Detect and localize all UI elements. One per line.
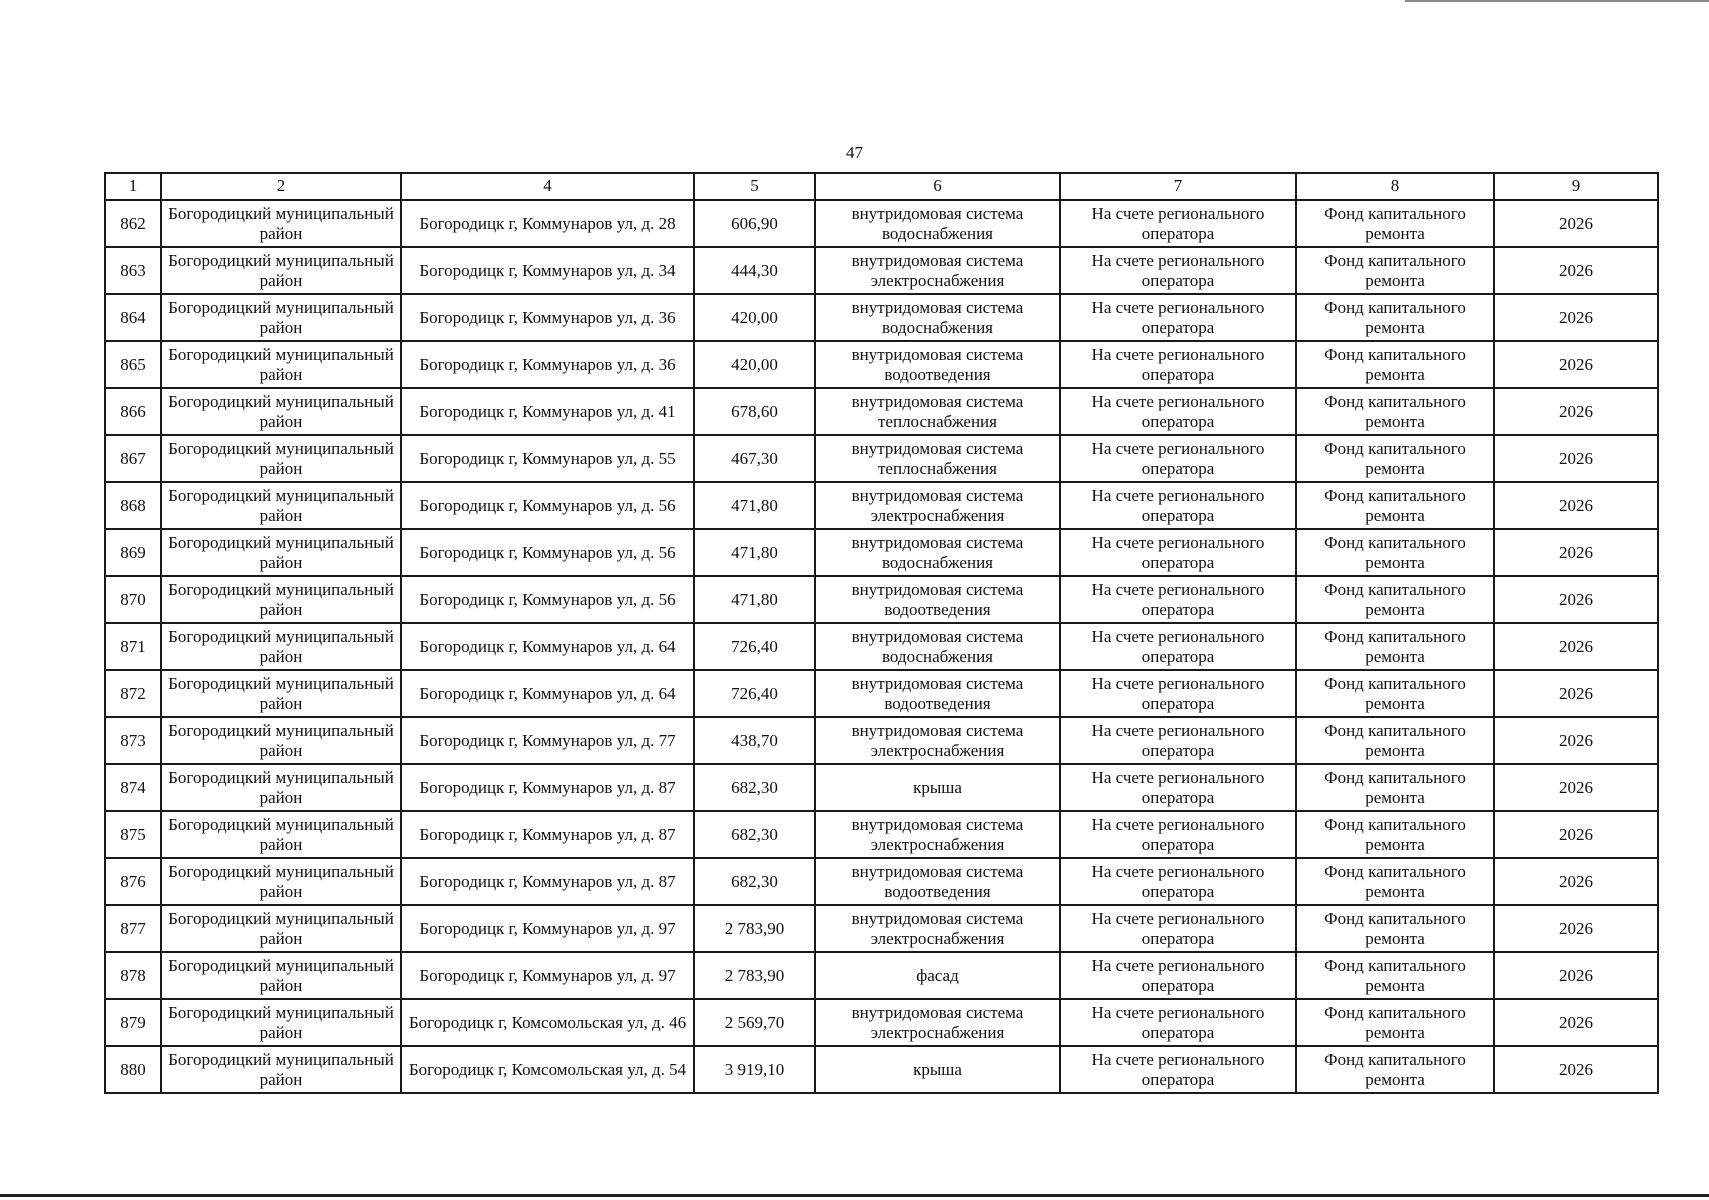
table-row xyxy=(105,905,1658,952)
area-cell: 726,40 xyxy=(694,670,815,717)
year-cell: 2026 xyxy=(1494,247,1658,294)
row-number-cell: 875 xyxy=(105,811,161,858)
funding-source-cell: Фонд капитального ремонта xyxy=(1296,435,1494,482)
year-cell: 2026 xyxy=(1494,858,1658,905)
work-type-cell: внутридомовая система водоснабжения xyxy=(815,294,1060,341)
district-cell: Богородицкий муниципальный район xyxy=(161,529,401,576)
address-cell: Богородицк г, Коммунаров ул, д. 56 xyxy=(401,529,694,576)
funding-source-cell: Фонд капитального ремонта xyxy=(1296,576,1494,623)
funding-source-cell: Фонд капитального ремонта xyxy=(1296,482,1494,529)
funding-source-cell: Фонд капитального ремонта xyxy=(1296,952,1494,999)
year-cell: 2026 xyxy=(1494,576,1658,623)
row-number-cell: 867 xyxy=(105,435,161,482)
funding-source-cell: Фонд капитального ремонта xyxy=(1296,247,1494,294)
district-cell: Богородицкий муниципальный район xyxy=(161,811,401,858)
row-number-cell: 873 xyxy=(105,717,161,764)
row-number-cell: 874 xyxy=(105,764,161,811)
work-type-cell: внутридомовая система электроснабжения xyxy=(815,482,1060,529)
fund-account-cell: На счете регионального оператора xyxy=(1060,482,1296,529)
area-cell: 3 919,10 xyxy=(694,1046,815,1093)
column-number-header: 4 xyxy=(401,173,694,200)
area-cell: 2 783,90 xyxy=(694,952,815,999)
work-type-cell: внутридомовая система водоснабжения xyxy=(815,623,1060,670)
table-row xyxy=(105,576,1658,623)
fund-account-cell: На счете регионального оператора xyxy=(1060,999,1296,1046)
fund-account-cell: На счете регионального оператора xyxy=(1060,670,1296,717)
table-row xyxy=(105,200,1658,247)
address-cell: Богородицк г, Коммунаров ул, д. 34 xyxy=(401,247,694,294)
year-cell: 2026 xyxy=(1494,529,1658,576)
address-cell: Богородицк г, Коммунаров ул, д. 41 xyxy=(401,388,694,435)
work-type-cell: внутридомовая система электроснабжения xyxy=(815,999,1060,1046)
district-cell: Богородицкий муниципальный район xyxy=(161,341,401,388)
fund-account-cell: На счете регионального оператора xyxy=(1060,341,1296,388)
work-type-cell: внутридомовая система водоснабжения xyxy=(815,200,1060,247)
area-cell: 471,80 xyxy=(694,576,815,623)
column-number-header: 5 xyxy=(694,173,815,200)
fund-account-cell: На счете регионального оператора xyxy=(1060,623,1296,670)
fund-account-cell: На счете регионального оператора xyxy=(1060,811,1296,858)
area-cell: 682,30 xyxy=(694,858,815,905)
fund-account-cell: На счете регионального оператора xyxy=(1060,905,1296,952)
district-cell: Богородицкий муниципальный район xyxy=(161,623,401,670)
year-cell: 2026 xyxy=(1494,623,1658,670)
district-cell: Богородицкий муниципальный район xyxy=(161,200,401,247)
district-cell: Богородицкий муниципальный район xyxy=(161,999,401,1046)
fund-account-cell: На счете регионального оператора xyxy=(1060,294,1296,341)
row-number-cell: 880 xyxy=(105,1046,161,1093)
table-row xyxy=(105,388,1658,435)
address-cell: Богородицк г, Коммунаров ул, д. 36 xyxy=(401,341,694,388)
scan-edge-line-top xyxy=(1405,0,1709,2)
address-cell: Богородицк г, Коммунаров ул, д. 87 xyxy=(401,811,694,858)
table-row xyxy=(105,529,1658,576)
year-cell: 2026 xyxy=(1494,200,1658,247)
row-number-cell: 877 xyxy=(105,905,161,952)
funding-source-cell: Фонд капитального ремонта xyxy=(1296,200,1494,247)
row-number-cell: 864 xyxy=(105,294,161,341)
work-type-cell: внутридомовая система водоотведения xyxy=(815,858,1060,905)
funding-source-cell: Фонд капитального ремонта xyxy=(1296,811,1494,858)
district-cell: Богородицкий муниципальный район xyxy=(161,576,401,623)
fund-account-cell: На счете регионального оператора xyxy=(1060,717,1296,764)
table-row xyxy=(105,341,1658,388)
funding-source-cell: Фонд капитального ремонта xyxy=(1296,1046,1494,1093)
page-number: 47 xyxy=(846,143,863,162)
address-cell: Богородицк г, Коммунаров ул, д. 28 xyxy=(401,200,694,247)
funding-source-cell: Фонд капитального ремонта xyxy=(1296,294,1494,341)
district-cell: Богородицкий муниципальный район xyxy=(161,858,401,905)
year-cell: 2026 xyxy=(1494,294,1658,341)
year-cell: 2026 xyxy=(1494,764,1658,811)
funding-source-cell: Фонд капитального ремонта xyxy=(1296,764,1494,811)
address-cell: Богородицк г, Коммунаров ул, д. 64 xyxy=(401,670,694,717)
fund-account-cell: На счете регионального оператора xyxy=(1060,435,1296,482)
funding-source-cell: Фонд капитального ремонта xyxy=(1296,858,1494,905)
column-number-header: 9 xyxy=(1494,173,1658,200)
funding-source-cell: Фонд капитального ремонта xyxy=(1296,717,1494,764)
table-row xyxy=(105,764,1658,811)
column-number-header: 8 xyxy=(1296,173,1494,200)
row-number-cell: 871 xyxy=(105,623,161,670)
table-row xyxy=(105,858,1658,905)
fund-account-cell: На счете регионального оператора xyxy=(1060,529,1296,576)
district-cell: Богородицкий муниципальный район xyxy=(161,1046,401,1093)
address-cell: Богородицк г, Коммунаров ул, д. 87 xyxy=(401,858,694,905)
work-type-cell: крыша xyxy=(815,764,1060,811)
area-cell: 471,80 xyxy=(694,529,815,576)
address-cell: Богородицк г, Коммунаров ул, д. 97 xyxy=(401,952,694,999)
fund-account-cell: На счете регионального оператора xyxy=(1060,200,1296,247)
year-cell: 2026 xyxy=(1494,482,1658,529)
work-type-cell: внутридомовая система теплоснабжения xyxy=(815,435,1060,482)
fund-account-cell: На счете регионального оператора xyxy=(1060,247,1296,294)
year-cell: 2026 xyxy=(1494,341,1658,388)
work-type-cell: внутридомовая система электроснабжения xyxy=(815,247,1060,294)
area-cell: 467,30 xyxy=(694,435,815,482)
district-cell: Богородицкий муниципальный район xyxy=(161,670,401,717)
work-type-cell: внутридомовая система водоотведения xyxy=(815,670,1060,717)
column-number-header: 1 xyxy=(105,173,161,200)
district-cell: Богородицкий муниципальный район xyxy=(161,482,401,529)
year-cell: 2026 xyxy=(1494,388,1658,435)
work-type-cell: внутридомовая система водоотведения xyxy=(815,341,1060,388)
year-cell: 2026 xyxy=(1494,952,1658,999)
year-cell: 2026 xyxy=(1494,1046,1658,1093)
row-number-cell: 876 xyxy=(105,858,161,905)
year-cell: 2026 xyxy=(1494,905,1658,952)
table-row xyxy=(105,670,1658,717)
address-cell: Богородицк г, Коммунаров ул, д. 36 xyxy=(401,294,694,341)
column-number-header-row xyxy=(105,173,1658,200)
district-cell: Богородицкий муниципальный район xyxy=(161,952,401,999)
funding-source-cell: Фонд капитального ремонта xyxy=(1296,388,1494,435)
row-number-cell: 865 xyxy=(105,341,161,388)
repair-register-table xyxy=(104,172,1659,1094)
district-cell: Богородицкий муниципальный район xyxy=(161,435,401,482)
table-row xyxy=(105,811,1658,858)
area-cell: 682,30 xyxy=(694,764,815,811)
area-cell: 678,60 xyxy=(694,388,815,435)
area-cell: 606,90 xyxy=(694,200,815,247)
row-number-cell: 862 xyxy=(105,200,161,247)
row-number-cell: 866 xyxy=(105,388,161,435)
fund-account-cell: На счете регионального оператора xyxy=(1060,576,1296,623)
table-row xyxy=(105,1046,1658,1093)
table-row xyxy=(105,999,1658,1046)
area-cell: 2 569,70 xyxy=(694,999,815,1046)
row-number-cell: 868 xyxy=(105,482,161,529)
funding-source-cell: Фонд капитального ремонта xyxy=(1296,670,1494,717)
district-cell: Богородицкий муниципальный район xyxy=(161,388,401,435)
address-cell: Богородицк г, Коммунаров ул, д. 77 xyxy=(401,717,694,764)
year-cell: 2026 xyxy=(1494,717,1658,764)
work-type-cell: внутридомовая система электроснабжения xyxy=(815,811,1060,858)
work-type-cell: крыша xyxy=(815,1046,1060,1093)
area-cell: 438,70 xyxy=(694,717,815,764)
row-number-cell: 870 xyxy=(105,576,161,623)
table-row xyxy=(105,717,1658,764)
work-type-cell: внутридомовая система водоотведения xyxy=(815,576,1060,623)
column-number-header: 2 xyxy=(161,173,401,200)
scan-edge-line-bottom xyxy=(0,1194,1709,1197)
area-cell: 682,30 xyxy=(694,811,815,858)
work-type-cell: внутридомовая система электроснабжения xyxy=(815,905,1060,952)
table-row xyxy=(105,247,1658,294)
year-cell: 2026 xyxy=(1494,670,1658,717)
column-number-header: 6 xyxy=(815,173,1060,200)
year-cell: 2026 xyxy=(1494,811,1658,858)
work-type-cell: внутридомовая система теплоснабжения xyxy=(815,388,1060,435)
district-cell: Богородицкий муниципальный район xyxy=(161,247,401,294)
table-row xyxy=(105,435,1658,482)
area-cell: 471,80 xyxy=(694,482,815,529)
address-cell: Богородицк г, Коммунаров ул, д. 56 xyxy=(401,576,694,623)
table-row xyxy=(105,952,1658,999)
address-cell: Богородицк г, Комсомольская ул, д. 54 xyxy=(401,1046,694,1093)
area-cell: 420,00 xyxy=(694,341,815,388)
year-cell: 2026 xyxy=(1494,999,1658,1046)
area-cell: 444,30 xyxy=(694,247,815,294)
area-cell: 2 783,90 xyxy=(694,905,815,952)
area-cell: 726,40 xyxy=(694,623,815,670)
work-type-cell: внутридомовая система электроснабжения xyxy=(815,717,1060,764)
column-number-header: 7 xyxy=(1060,173,1296,200)
funding-source-cell: Фонд капитального ремонта xyxy=(1296,529,1494,576)
district-cell: Богородицкий муниципальный район xyxy=(161,905,401,952)
fund-account-cell: На счете регионального оператора xyxy=(1060,858,1296,905)
district-cell: Богородицкий муниципальный район xyxy=(161,294,401,341)
address-cell: Богородицк г, Коммунаров ул, д. 97 xyxy=(401,905,694,952)
address-cell: Богородицк г, Коммунаров ул, д. 87 xyxy=(401,764,694,811)
row-number-cell: 879 xyxy=(105,999,161,1046)
funding-source-cell: Фонд капитального ремонта xyxy=(1296,999,1494,1046)
row-number-cell: 869 xyxy=(105,529,161,576)
address-cell: Богородицк г, Коммунаров ул, д. 64 xyxy=(401,623,694,670)
fund-account-cell: На счете регионального оператора xyxy=(1060,1046,1296,1093)
funding-source-cell: Фонд капитального ремонта xyxy=(1296,623,1494,670)
fund-account-cell: На счете регионального оператора xyxy=(1060,764,1296,811)
year-cell: 2026 xyxy=(1494,435,1658,482)
table-row xyxy=(105,294,1658,341)
table-row xyxy=(105,623,1658,670)
row-number-cell: 863 xyxy=(105,247,161,294)
address-cell: Богородицк г, Коммунаров ул, д. 56 xyxy=(401,482,694,529)
table-row xyxy=(105,482,1658,529)
work-type-cell: фасад xyxy=(815,952,1060,999)
table-body xyxy=(105,173,1658,1093)
fund-account-cell: На счете регионального оператора xyxy=(1060,952,1296,999)
district-cell: Богородицкий муниципальный район xyxy=(161,764,401,811)
row-number-cell: 878 xyxy=(105,952,161,999)
area-cell: 420,00 xyxy=(694,294,815,341)
district-cell: Богородицкий муниципальный район xyxy=(161,717,401,764)
address-cell: Богородицк г, Комсомольская ул, д. 46 xyxy=(401,999,694,1046)
address-cell: Богородицк г, Коммунаров ул, д. 55 xyxy=(401,435,694,482)
funding-source-cell: Фонд капитального ремонта xyxy=(1296,905,1494,952)
row-number-cell: 872 xyxy=(105,670,161,717)
work-type-cell: внутридомовая система водоснабжения xyxy=(815,529,1060,576)
funding-source-cell: Фонд капитального ремонта xyxy=(1296,341,1494,388)
fund-account-cell: На счете регионального оператора xyxy=(1060,388,1296,435)
